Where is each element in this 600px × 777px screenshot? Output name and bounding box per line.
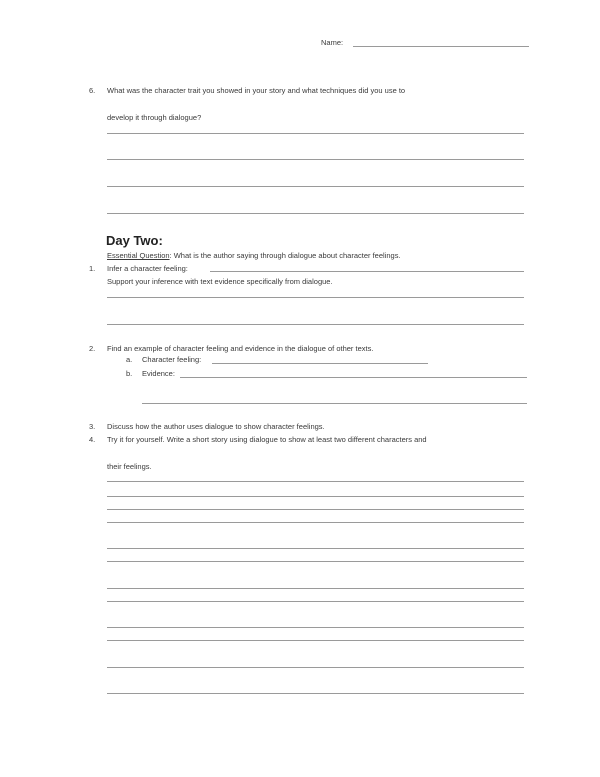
item3-text: Discuss how the author uses dialogue to show character feelings. xyxy=(107,422,325,431)
item1-support: Support your inference with text evidence specifically from dialogue. xyxy=(107,277,333,286)
essential-question-text: : What is the author saying through dialogue about character feelings. xyxy=(169,251,401,260)
item1-text: Infer a character feeling: xyxy=(107,264,188,273)
q6-answer-line-1[interactable] xyxy=(107,133,524,134)
item4-number: 4. xyxy=(89,435,96,444)
item1-answer-line-1[interactable] xyxy=(107,297,524,298)
story-line-3[interactable] xyxy=(107,509,524,510)
item2-text: Find an example of character feeling and evidence in the dialogue of other texts. xyxy=(107,344,374,353)
item2-sub-b-letter: b. xyxy=(126,369,133,378)
item2-sub-a-letter: a. xyxy=(126,355,133,364)
item1-number: 1. xyxy=(89,264,96,273)
story-line-12[interactable] xyxy=(107,693,524,694)
story-line-2[interactable] xyxy=(107,496,524,497)
story-line-11[interactable] xyxy=(107,667,524,668)
item2-feeling-line[interactable] xyxy=(212,363,428,364)
name-line[interactable] xyxy=(353,46,529,47)
story-line-7[interactable] xyxy=(107,588,524,589)
essential-question xyxy=(107,251,401,260)
day-two-heading: Day Two: xyxy=(106,233,163,248)
story-line-4[interactable] xyxy=(107,522,524,523)
item2-number: 2. xyxy=(89,344,96,353)
q6-answer-line-3[interactable] xyxy=(107,186,524,187)
story-line-6[interactable] xyxy=(107,561,524,562)
essential-question-label: Essential Question xyxy=(107,251,170,260)
story-line-1[interactable] xyxy=(107,481,524,482)
story-line-8[interactable] xyxy=(107,601,524,602)
story-line-9[interactable] xyxy=(107,627,524,628)
q6-text-line2: develop it through dialogue? xyxy=(107,113,202,122)
name-label: Name: xyxy=(321,38,344,47)
item1-answer-line-2[interactable] xyxy=(107,324,524,325)
item3-number: 3. xyxy=(89,422,96,431)
q6-text-line1: What was the character trait you showed in your story and what techniques did you use to xyxy=(107,86,406,95)
item4-text-line1: Try it for yourself. Write a short story using dialogue to show at least two different characters and xyxy=(107,435,427,444)
story-line-5[interactable] xyxy=(107,548,524,549)
item2-sub-b-text: Evidence: xyxy=(142,369,175,378)
q6-answer-line-2[interactable] xyxy=(107,159,524,160)
item2-evidence-line-2[interactable] xyxy=(142,403,527,404)
item2-sub-a-text: Character feeling: xyxy=(142,355,202,364)
item4-text-line2: their feelings. xyxy=(107,462,152,471)
story-line-10[interactable] xyxy=(107,640,524,641)
q6-answer-line-4[interactable] xyxy=(107,213,524,214)
q6-number: 6. xyxy=(89,86,96,95)
item1-feeling-line[interactable] xyxy=(210,271,524,272)
item2-evidence-line-1[interactable] xyxy=(180,377,527,378)
